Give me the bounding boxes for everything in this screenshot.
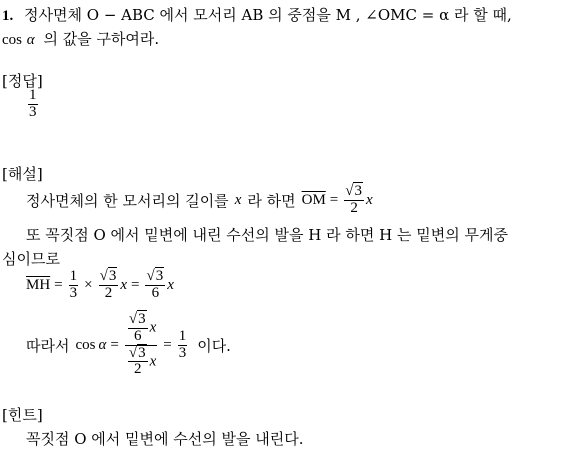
equals-sign: =	[131, 276, 140, 293]
solution-heading: [해설]	[2, 165, 43, 183]
hint-heading: [힌트]	[2, 406, 43, 424]
problem-text-2: 의 값을 구하여라.	[43, 30, 160, 48]
fraction-sqrt3-over-6: $\frac{√3}{6}$	[146, 267, 164, 301]
compound-fraction: $\frac{√3}{6}$ x $\frac{√3}{2}$ x	[125, 312, 157, 378]
solution-text-5b: 이다.	[197, 336, 231, 355]
solution-text-1b: 라 하면	[247, 191, 296, 210]
variable-x: x	[167, 276, 174, 293]
equals-sign: =	[329, 191, 339, 208]
equals-sign: =	[110, 336, 119, 353]
segment-mh: $\overline{MH}$	[26, 276, 51, 293]
fraction-sqrt3-over-2: $\frac{√3}{2}$	[99, 267, 117, 301]
hint-text: 꼭짓점 O 에서 밑변에 수선의 발을 내린다.	[26, 430, 304, 448]
cos-text: cos	[2, 32, 22, 48]
fraction-1-over-3: $\frac{1}{3}$	[69, 267, 78, 301]
solution-line-5	[26, 304, 231, 386]
denominator: 2	[350, 199, 358, 216]
variable-x: x	[234, 191, 242, 208]
solution-text-1: 정사면체의 한 모서리의 길이를	[26, 191, 229, 210]
solution-line-2: 또 꼭짓점 O 에서 밑변에 내린 수선의 발을 H 라 하면 H 는 밑변의 무게중	[26, 226, 508, 244]
problem-line-2	[2, 28, 159, 49]
alpha-symbol: α	[26, 32, 35, 48]
equals-sign: =	[163, 336, 172, 353]
variable-x: x	[120, 276, 128, 293]
cos-text: cos	[75, 336, 96, 353]
alpha-symbol: α	[98, 336, 107, 353]
problem-number: 1.	[2, 8, 14, 24]
times-sign: ×	[84, 276, 93, 293]
equals-sign: =	[54, 276, 63, 293]
answer-numerator: 1	[29, 87, 37, 103]
solution-line-3: 심이므로	[2, 250, 60, 268]
fraction-sqrt3-over-2: $\frac{√3}{2}$	[345, 182, 362, 216]
problem-line-1	[2, 4, 512, 25]
problem-text-1: 정사면체 O − ABC 에서 모서리 AB 의 중점을 M , ∠OMC = α 라 할 때,	[24, 6, 512, 24]
variable-x: x	[365, 191, 373, 208]
answer-denominator: 3	[29, 103, 37, 120]
answer-fraction	[26, 88, 40, 121]
solution-text-5: 따라서	[26, 336, 70, 355]
segment-om: $\overline{OM}$	[301, 191, 326, 208]
answer-heading: [정답]	[2, 72, 43, 90]
solution-line-4	[26, 262, 174, 308]
radicand: 3	[354, 182, 362, 199]
fraction-1-over-3: $\frac{1}{3}$	[178, 327, 187, 361]
solution-line-1	[26, 178, 373, 222]
